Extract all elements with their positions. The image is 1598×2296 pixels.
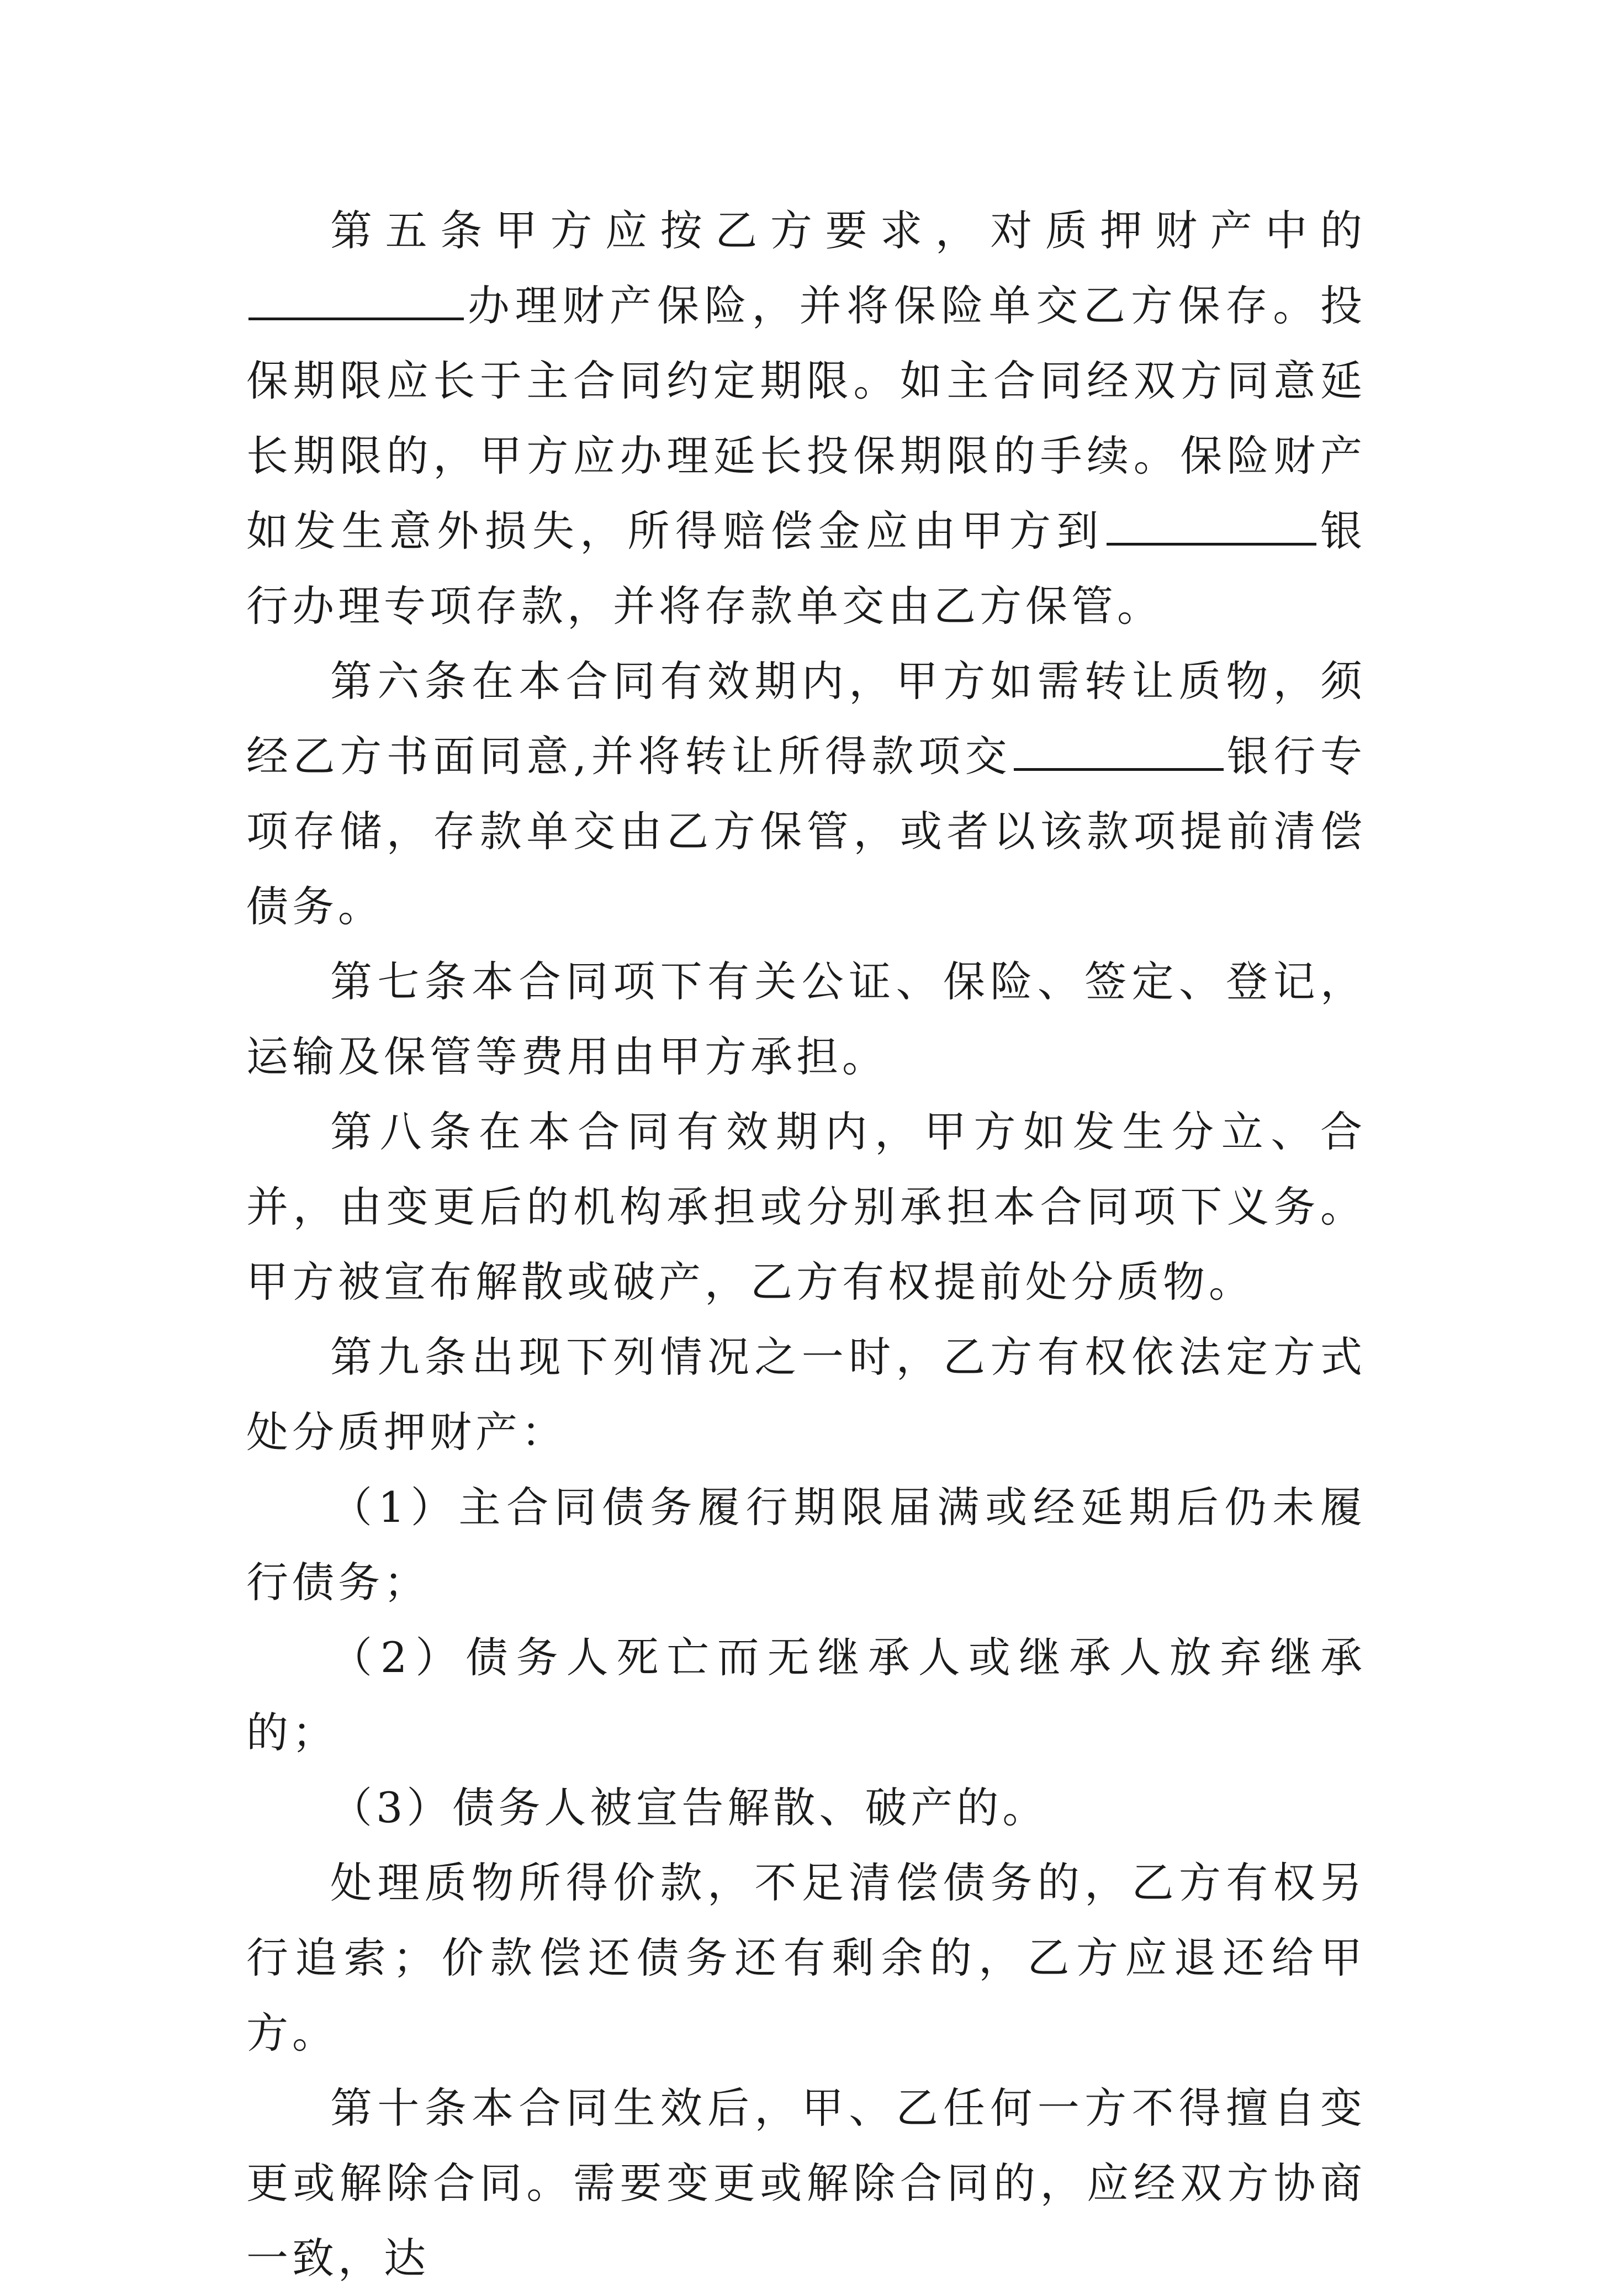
article-9-item-1: （1）主合同债务履行期限届满或经延期后仍未履行债务； (246, 1483, 1366, 1607)
article-9-intro: 第九条出现下列情况之一时，乙方有权依法定方式处分质押财产： (246, 1332, 1366, 1457)
fill-blank-insured-items (248, 276, 464, 320)
article-5-part-1: 第五条甲方应按乙方要求，对质押财产中的 (330, 206, 1366, 255)
article-9-after: 处理质物所得价款，不足清偿债务的，乙方有权另行追索；价款偿还债务还有剩余的，乙方应退还给甲方。 (246, 1858, 1366, 2057)
fill-blank-bank-name (1107, 501, 1316, 546)
article-5 (246, 193, 1366, 644)
article-6-part-2: 银行专项存储，存款单交由乙方保管，或者以该款项提前清偿债务。 (246, 732, 1366, 931)
article-9-item-2: （2）债务人死亡而无继承人或继承人放弃继承的； (246, 1633, 1366, 1757)
article-8: 第八条在本合同有效期内，甲方如发生分立、合并，由变更后的机构承担或分别承担本合同项下义务。甲方被宣布解散或破产，乙方有权提前处分质物。 (246, 1107, 1366, 1306)
article-6 (246, 644, 1366, 944)
fill-blank-bank-name-2 (1014, 726, 1224, 771)
article-7: 第七条本合同项下有关公证、保险、签定、登记，运输及保管等费用由甲方承担。 (246, 957, 1366, 1081)
article-9-item-3: （3）债务人被宣告解散、破产的。 (330, 1783, 1049, 1832)
article-10: 第十条本合同生效后，甲、乙任何一方不得擅自变更或解除合同。需要变更或解除合同的，应经双方协商一致，达 (246, 2083, 1366, 2283)
article-5-part-2: 办理财产保险，并将保险单交乙方保存。投保期限应长于主合同约定期限。如主合同经双方同意延长期限的，甲方应办理延长投保期限的手续。保险财产如发生意外损失，所得赔偿金应由甲方到 (246, 281, 1366, 556)
article-6-part-1: 第六条在本合同有效期内，甲方如需转让质物，须经乙方书面同意,并将转让所得款项交 (246, 657, 1366, 781)
document-body (246, 193, 1366, 2296)
article-5-part-3: 银行办理专项存款，并将存款单交由乙方保管。 (246, 506, 1367, 631)
